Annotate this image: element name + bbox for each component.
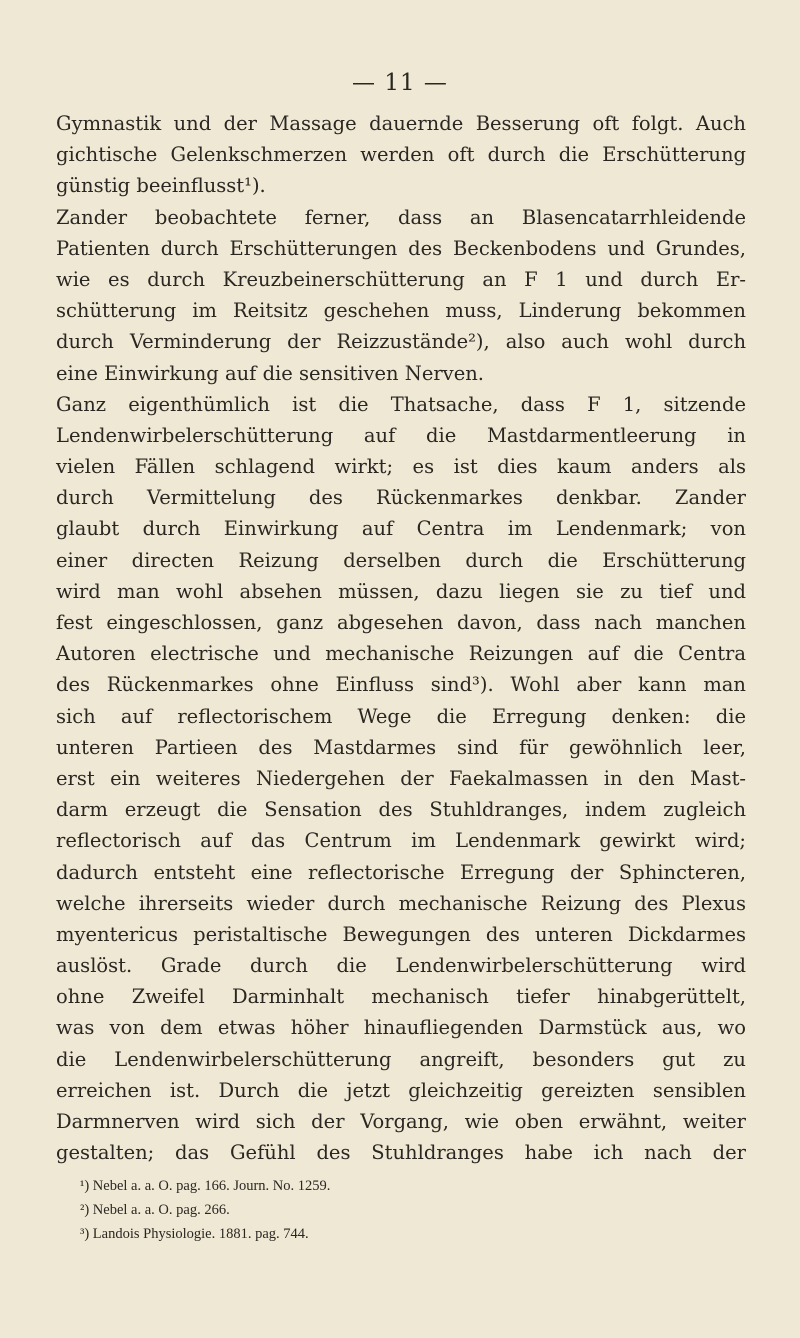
page-number: — 11 —: [352, 70, 448, 96]
text-line: gestalten; das Gefühl des Stuhldranges habe ich nach der: [56, 1141, 746, 1165]
text-line: was von dem etwas höher hinaufliegenden Darmstück aus, wo: [56, 1016, 746, 1040]
text-line: auslöst. Grade durch die Lendenwirbelerschütterung wird: [56, 954, 746, 978]
text-line: darm erzeugt die Sensation des Stuhldranges, indem zugleich: [56, 798, 746, 822]
footnote: ²) Nebel a. a. O. pag. 266.: [80, 1202, 230, 1218]
text-line: Gymnastik und der Massage dauernde Besserung oft folgt. Auch: [56, 112, 746, 135]
text-line: durch Verminderung der Reizzustände²), also auch wohl durch: [56, 330, 746, 354]
text-line: Ganz eigenthümlich ist die Thatsache, dass F 1, sitzende: [56, 392, 746, 416]
text-line: durch Vermittelung des Rückenmarkes denkbar. Zander: [56, 486, 746, 510]
text-line: Lendenwirbelerschütterung auf die Mastdarmentleerung in: [56, 423, 746, 447]
text-line: wie es durch Kreuzbeinerschütterung an F 1 und durch Er-: [56, 267, 746, 291]
text-line: glaubt durch Einwirkung auf Centra im Lendenmark; von: [56, 517, 746, 541]
text-line: günstig beeinflusst¹).: [56, 174, 266, 198]
text-line: Autoren electrische und mechanische Reizungen auf die Centra: [56, 642, 746, 666]
text-line: vielen Fällen schlagend wirkt; es ist dies kaum anders als: [56, 455, 746, 479]
footnotes: [80, 1174, 720, 1246]
text-line: eine Einwirkung auf die sensitiven Nerven.: [56, 361, 485, 385]
text-line: schütterung im Reitsitz geschehen muss, Linderung bekommen: [56, 299, 746, 323]
text-line: unteren Partieen des Mastdarmes sind für gewöhnlich leer,: [56, 735, 746, 759]
text-line: wird man wohl absehen müssen, dazu liegen sie zu tief und: [56, 579, 746, 603]
text-line: gichtische Gelenkschmerzen werden oft durch die Erschütterung: [56, 143, 746, 167]
text-line: Darmnerven wird sich der Vorgang, wie oben erwähnt, weiter: [56, 1110, 746, 1133]
body-text: [56, 108, 746, 1168]
text-line: einer directen Reizung derselben durch die Erschütterung: [56, 548, 746, 572]
text-line: erst ein weiteres Niedergehen der Faekalmassen in den Mast-: [56, 766, 746, 790]
text-line: dadurch entsteht eine reflectorische Erregung der Sphincteren,: [56, 860, 746, 884]
text-line: des Rückenmarkes ohne Einfluss sind³). Wohl aber kann man: [56, 673, 746, 697]
text-line: die Lendenwirbelerschütterung angreift, besonders gut zu: [56, 1047, 746, 1071]
text-line: erreichen ist. Durch die jetzt gleichzeitig gereizten sensiblen: [56, 1078, 746, 1102]
footnote: ¹) Nebel a. a. O. pag. 166. Journ. No. 1259.: [80, 1178, 331, 1194]
text-line: Patienten durch Erschütterungen des Beckenbodens und Grundes,: [56, 236, 746, 260]
text-line: myentericus peristaltische Bewegungen des unteren Dickdarmes: [56, 922, 746, 946]
text-line: reflectorisch auf das Centrum im Lendenmark gewirkt wird;: [56, 829, 746, 853]
text-line: ohne Zweifel Darminhalt mechanisch tiefer hinabgerüttelt,: [56, 985, 746, 1009]
text-line: Zander beobachtete ferner, dass an Blasencatarrhleidende: [56, 205, 746, 229]
text-line: fest eingeschlossen, ganz abgesehen davon, dass nach manchen: [56, 611, 746, 634]
text-line: sich auf reflectorischem Wege die Erregung denken: die: [56, 704, 746, 728]
footnote: ³) Landois Physiologie. 1881. pag. 744.: [80, 1226, 309, 1242]
text-line: welche ihrerseits wieder durch mechanische Reizung des Plexus: [56, 891, 746, 915]
